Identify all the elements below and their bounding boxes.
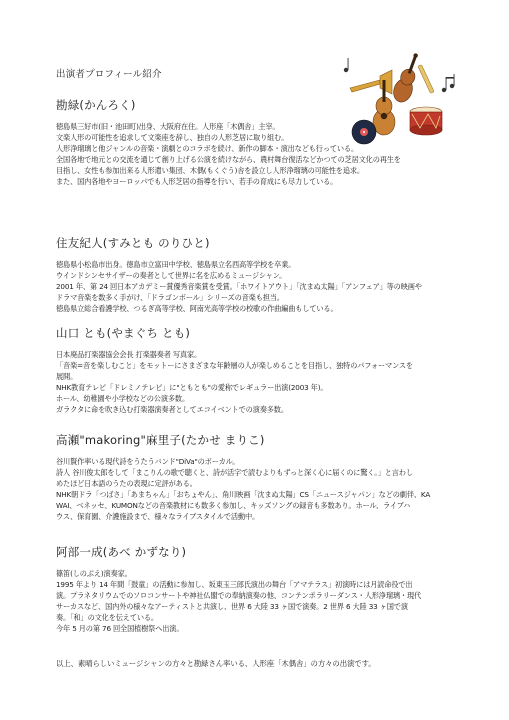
- profile-line: NHK朝ドラ「つばさ」「あまちゃん」「おちょやん」、角川映画「沈まぬ太陽」CS「ニュースジャパン」などの劇伴、KA: [56, 490, 431, 499]
- profile-line: めたほど日本語のうたの表現に定評がある。: [56, 479, 197, 488]
- performer-section: [56, 544, 466, 634]
- profile-line: 人形浄瑠璃と他ジャンルの音楽・演劇とのコラボを続け、新作の脚本・演出なども行っている。: [56, 144, 359, 153]
- profile-line: 篠笛(しのぶえ)演奏家。: [56, 569, 132, 578]
- performer-name: 高瀬"makoring"麻里子(たかせ まりこ): [56, 433, 265, 447]
- closing-remark: 以上、素晴らしいミュージシャンの方々と勘緑さん率いる、人形座「木偶舎」の方々の出演です。: [56, 659, 376, 668]
- profile-line: ホール、幼稚園や小学校などの公演多数。: [56, 394, 189, 403]
- profile-line: ドラマ音楽を数多く手がけ、「ドラゴンボール」シリーズの音楽も担当。: [56, 293, 284, 302]
- profile-line: NHK教育テレビ「ドレミノテレビ」に"ともとも"の愛称でレギュラー出演(2003 年)。: [56, 383, 328, 392]
- performer-section: [56, 97, 466, 187]
- performer-name: 勘緑(かんろく): [56, 98, 136, 112]
- performer-section: [56, 432, 466, 522]
- profile-line: 目指し、女性も参加出来る人形遣い集団、木偶(もくぐう)舎を設立し人形浄瑠璃の可能性を追求。: [56, 166, 364, 175]
- profile-line: 演。プラネタリウムでのソロコンサートや神社仏閣での奉納演奏の他、コンテンポラリーダンス・人形浄瑠璃・現代: [56, 591, 422, 600]
- profile-line: 徳島県立総合看護学校、つるぎ高等学校、阿南光高等学校の校歌の作曲編曲もしている。: [56, 304, 338, 313]
- profile-line: サーカスなど、国内外の様々なアーティストと共演し、世界 6 大陸 33 ヶ国で演奏。2 世界 6 大陸 33 ヶ国で演: [56, 602, 408, 611]
- performer-section: [56, 235, 466, 314]
- performer-name: 阿部一成(あべ かずなり): [56, 545, 187, 559]
- profile-line: 「音楽=音を楽しむこと」をモットーにさまざまな年齢層の人が楽しめることを目指し、独特のパフォーマンスを: [56, 361, 413, 370]
- profile-line: 詩人 谷川俊太郎をして「まこりんの歌で聴くと、詩が活字で読むよりもずっと深く心に届くのに驚く。」と言わし: [56, 468, 413, 477]
- profile-line: 1995 年より 14 年間「鼓童」の活動に参加し、坂東玉三郎氏演出の舞台「アマテラス」初演時には月読命役で出: [56, 580, 413, 589]
- profile-line: 全国各地で地元との交流を通じて創り上げる公演を続けながら、農村舞台復活などかつての芝居文化の再生を: [56, 155, 401, 164]
- profile-line: 日本廃品打楽器協会会長 打楽器奏者 写真家。: [56, 350, 202, 359]
- profile-line: 展開。: [56, 372, 78, 381]
- performer-name: 山口 とも(やまぐち とも): [56, 326, 191, 340]
- profile-line: 谷川賢作率いる現代詩をうたうバンド"DiVa"のボーカル。: [56, 457, 240, 466]
- profile-line: 徳島県小松島市出身。徳島市立富田中学校、徳島県立名西高等学校を卒業。: [56, 260, 296, 269]
- profile-line: 今年 5 月の第 76 回全国植樹祭へ出演。: [56, 624, 184, 633]
- page-title: 出演者プロフィール紹介: [56, 69, 162, 80]
- profile-line: ウス、保育園、介護施設まで、様々なライブスタイルで活動中。: [56, 512, 260, 521]
- performer-name: 住友紀人(すみとも のりひと): [56, 236, 210, 250]
- profile-line: 奏。「和」の文化を伝えている。: [56, 613, 158, 622]
- profile-line: 2001 年、第 24 回日本アカデミー賞優秀音楽賞を受賞。「ホワイトアウト」「沈まぬ太陽」「アンフェア」等の映画や: [56, 282, 422, 291]
- profile-line: ガラクタに命を吹き込む打楽器演奏者としてエコイベントでの演奏多数。: [56, 405, 288, 414]
- profile-line: WAI、ベネッセ、KUMONなどの音楽教材にも数多く参加し、キッズソングの録音も多数あり。ホール、ライブハ: [56, 501, 411, 510]
- profile-line: また、国内各地やヨーロッパでも人形芝居の指導を行い、若手の育成にも尽力している。: [56, 177, 338, 186]
- profile-line: 文楽人形の可能性を追求して文楽座を辞し、独自の人形芝居に取り組む。: [56, 133, 289, 142]
- profile-line: 徳島県三好市(旧・池田町)出身、大阪府在住。人形座「木偶舎」主宰。: [56, 122, 280, 131]
- performer-section: [56, 325, 466, 415]
- profile-line: ウインドシンセサイザーの奏者として世界に名を広めるミュージシャン。: [56, 271, 287, 280]
